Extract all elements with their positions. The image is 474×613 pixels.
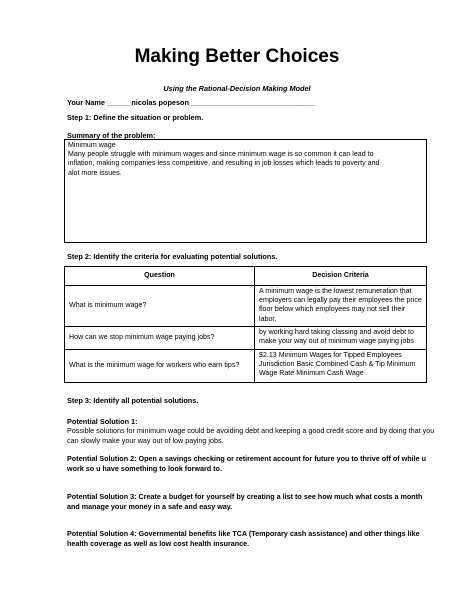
criteria-cell[interactable]: A minimum wage is the lowest remuneration that employers can legally pay their employees the price floor below which employees may not sell their labor.	[255, 286, 427, 327]
name-line: Your Name ______nicolas popeson_______________________________	[67, 98, 315, 107]
document-subtitle: Using the Rational-Decision Making Model	[163, 84, 311, 93]
summary-line: Minimum wage	[68, 141, 116, 149]
summary-line: alot more issues.	[68, 168, 122, 177]
criteria-table	[64, 266, 427, 383]
criteria-cell[interactable]: by working hard taking classing and avoid debt to make your way out of minimum wage paying jobs	[255, 327, 427, 350]
step1-heading: Step 1: Define the situation or problem.	[67, 113, 204, 122]
header-criteria: Decision Criteria	[255, 267, 427, 286]
solution4-text: Potential Solution 4: Governmental benefits like TCA (Temporary cash assistance) and other things like health coverage as well as low cost health insurance.	[67, 529, 420, 548]
solution3-text: Potential Solution 3: Create a budget for yourself by creating a list to see how much what costs a month and manage your money in a safe and easy way.	[67, 492, 423, 511]
solution1-label: Potential Solution 1:	[67, 417, 138, 426]
table-row	[65, 286, 427, 327]
solution1-text: Possible solutions for minimum wage could be avoiding debt and keeping a good credit score and by doing that you can slowly make your way out of low paying jobs.	[67, 426, 435, 445]
question-cell[interactable]: What is minimum wage?	[65, 286, 255, 327]
question-cell[interactable]: What is the minimum wage for workers who earn tips?	[65, 350, 255, 383]
criteria-cell[interactable]: $2.13 Minimum Wages for Tipped Employees Jurisdiction Basic Combined Cash & Tip Minimum Wage Rate Minimum Cash Wage	[255, 350, 427, 383]
table-row	[65, 350, 427, 383]
summary-box[interactable]	[64, 139, 427, 243]
summary-label: Summary of the problem:	[67, 131, 156, 140]
summary-line: inflation, making companies less competitive, and resulting in job losses which leads to poverty and	[68, 159, 380, 168]
step2-heading: Step 2: Identify the criteria for evaluating potential solutions.	[67, 252, 278, 261]
table-row	[65, 327, 427, 350]
table-header-row	[65, 267, 427, 286]
header-question: Question	[65, 267, 255, 286]
solution2-text: Potential Solution 2: Open a savings checking or retirement account for future you to thrive off of while u work so u have something to look forward to.	[67, 454, 427, 473]
document-title: Making Better Choices	[134, 46, 340, 67]
step3-heading: Step 3: Identify all potential solutions.	[67, 396, 199, 405]
summary-line: Many people struggle with minimum wages and since minimum wage is so common it can lead to	[68, 150, 374, 159]
question-cell[interactable]: How can we stop minimum wage paying jobs?	[65, 327, 255, 350]
